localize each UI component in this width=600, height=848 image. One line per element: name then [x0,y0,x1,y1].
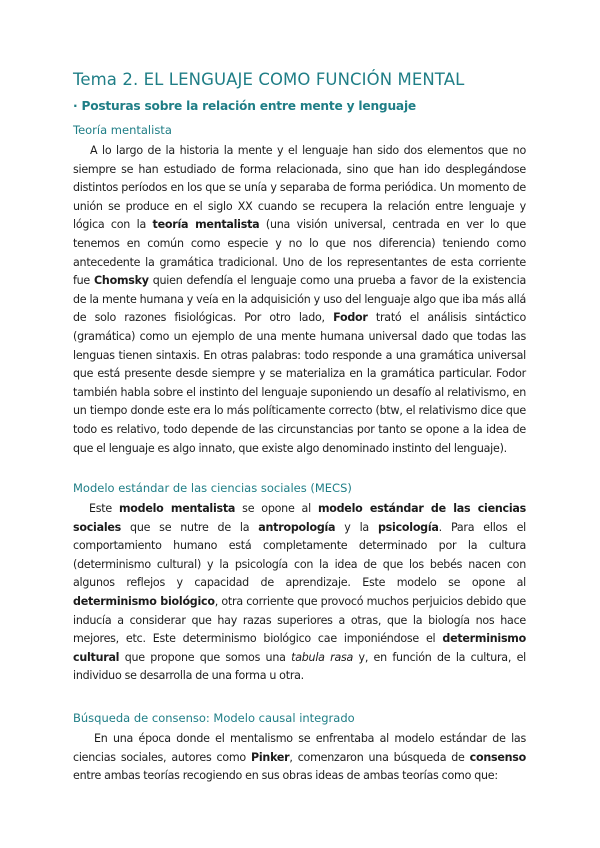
section-heading-consenso: Búsqueda de consenso: Modelo causal integrado [73,711,355,726]
text-run: . Para ellos el comportamiento humano está completamente determinado por la cultura (determinismo cultural) y la psicología con la idea de que los bebés nacen con algunos reflejos y capacidad de aprendizaje. Este modelo se opone al [73,520,526,590]
bold-term: determinismo biológico [73,595,215,609]
text-run: trató el análisis sintáctico (gramática) como un ejemplo de una mente humana universal dado que todas las lenguas tienen sintaxis. En otras palabras: todo responde a una gramática universal que está presente desde siempre y se materializa en la gramática particular. Fodor también habla sobre el instinto del lenguaje suponiendo un desafío al relativismo, en un tiempo donde este era lo más políticamente correcto (btw, el relativismo dice que todo es relativo, todo depende de las circunstancias por tanto se opone a la idea de que el lenguaje es algo innato, que existe algo denominado instinto del lenguaje). [73,311,526,455]
text-run: , comenzaron una búsqueda de [289,750,470,764]
paragraph-teoria-mentalista [73,142,526,458]
text-run: En una época donde el mentalismo se enfrentaba al modelo estándar de las ciencias sociales, autores como [73,732,526,764]
bold-term: Fodor [333,311,368,325]
page-subtitle: · Posturas sobre la relación entre mente y lenguaje [73,99,416,113]
text-run: que propone que somos una [119,650,292,664]
bold-term: consenso [469,750,526,764]
italic-term: tabula rasa [291,650,354,664]
paragraph-consenso [73,730,526,786]
bold-term: psicología [377,520,439,534]
text-run: entre ambas teorías recogiendo en sus obras ideas de ambas teorías como que: [73,769,498,783]
text-run: y la [335,520,378,534]
text-run: , otra corriente que provocó muchos perjuicios debido que inducía a considerar que hay razas superiores a otras, que la biología nos hace mejores, etc. Este determinismo biológico cae imponiéndose el [73,595,526,646]
text-run: se opone al [235,502,318,516]
bold-term: modelo mentalista [118,502,236,516]
text-run: A lo largo de la historia la mente y el lenguaje han sido dos elementos que no siempre se han estudiado de forma relacionada, sino que han ido desplegándose distintos períodos en los que se unía y separaba de forma periódica. Un momento de unión se produce en el siglo XX cuando se recupera la relación entre lenguaje y lógica con la [73,144,526,232]
section-heading-mecs: Modelo estándar de las ciencias sociales (MECS) [73,481,352,496]
text-run: quien defendía el lenguaje como una prueba a favor de la existencia de la mente humana y veía en la adquisición y uso del lenguaje algo que iba más allá de solo razones fisiológicas. Por otro lado, [73,274,527,325]
bold-term: Chomsky [94,274,149,288]
section-heading-teoria-mentalista: Teoría mentalista [73,123,172,137]
bold-term: determinismo cultural [73,632,526,664]
paragraph-mecs [73,500,526,686]
text-run: Este [89,502,119,516]
bold-term: antropología [258,520,336,534]
text-run: (una visión universal, centrada en ver lo que tenemos en común como especie y no lo que nos diferencia) teniendo como antecedente la gramática tradicional. Uno de los representantes de esta corriente fue [73,218,526,288]
bold-term: Pinker [251,750,290,764]
page-title: Tema 2. EL LENGUAJE COMO FUNCIÓN MENTAL [73,70,465,89]
text-run: que se nutre de la [121,520,259,534]
bold-term: teoría mentalista [152,218,260,232]
text-run: y, en función de la cultura, el individuo se desarrolla de una forma u otra. [73,650,526,683]
bold-term: modelo estándar de las ciencias sociales [73,502,526,534]
